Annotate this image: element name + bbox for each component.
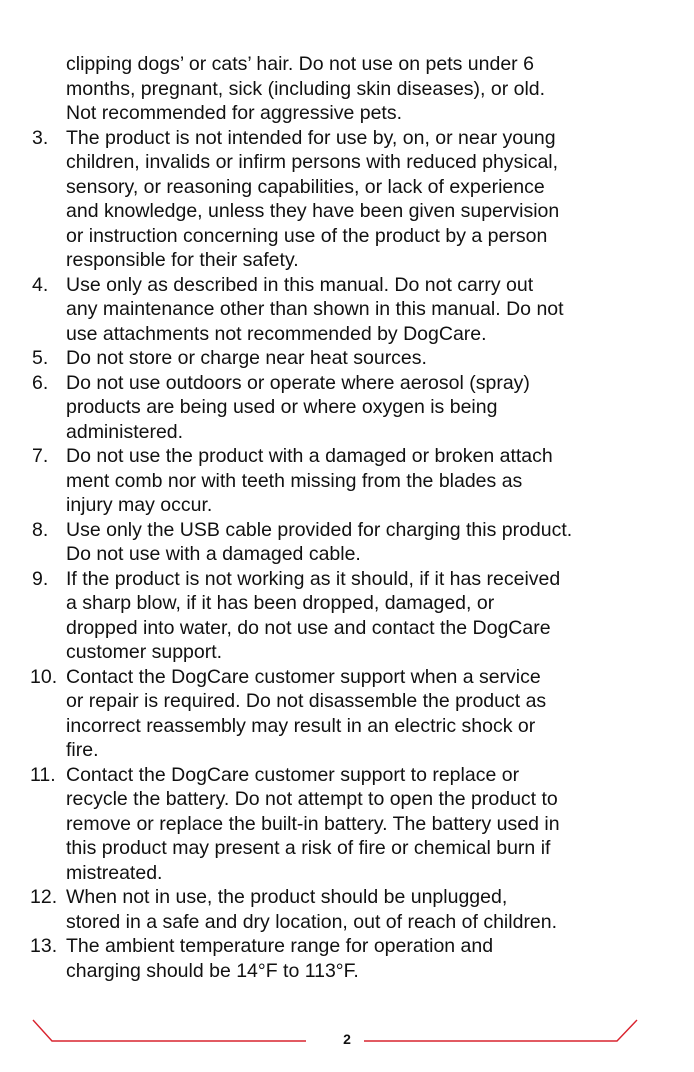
- text-line: or repair is required. Do not disassemble the product as: [66, 690, 547, 712]
- text-line: Do not store or charge near heat sources.: [66, 347, 427, 369]
- text-line: fire.: [66, 739, 99, 761]
- text-line: Contact the DogCare customer support when a service: [66, 665, 541, 688]
- list-item-4: [0, 273, 694, 347]
- item-number: 3.: [32, 126, 49, 149]
- text-line: responsible for their safety.: [66, 249, 299, 271]
- list-item-10: [0, 665, 694, 763]
- text-line: any maintenance other than shown in this manual. Do not: [66, 298, 564, 320]
- text-line: Contact the DogCare customer support to replace or: [66, 763, 520, 786]
- intro-continuation: [0, 52, 694, 126]
- item-number: 8.: [32, 518, 49, 541]
- text-line: The ambient temperature range for operation and: [66, 935, 494, 957]
- text-line: customer support.: [66, 641, 223, 663]
- text-line: recycle the battery. Do not attempt to open the product to: [66, 788, 558, 810]
- item-number: 13.: [30, 935, 58, 957]
- text-line: ment comb nor with teeth missing from the blades as: [66, 469, 523, 492]
- list-item-11: [0, 763, 694, 886]
- text-line: clipping dogs’ or cats’ hair. Do not use on pets under 6: [66, 53, 534, 75]
- text-line: Do not use with a damaged cable.: [66, 543, 361, 565]
- text-line: dropped into water, do not use and contact the DogCare: [66, 616, 551, 639]
- list-item-12: [0, 885, 694, 934]
- text-line: Do not use the product with a damaged or broken attach: [66, 445, 553, 467]
- text-line: this product may present a risk of fire or chemical burn if: [66, 837, 551, 859]
- text-line: If the product is not working as it should, if it has received: [66, 567, 561, 590]
- text-line: children, invalids or infirm persons with reduced physical,: [66, 151, 559, 173]
- text-line: or instruction concerning use of the product by a person: [66, 224, 548, 247]
- text-line: a sharp blow, if it has been dropped, damaged, or: [66, 592, 495, 614]
- list-item-7: [0, 444, 694, 518]
- list-item-6: [0, 371, 694, 445]
- item-number: 9.: [32, 567, 49, 590]
- list-item-3: [0, 126, 694, 273]
- text-line: The product is not intended for use by, on, or near young: [66, 126, 556, 149]
- item-number: 10.: [30, 665, 58, 688]
- list-item-13: [0, 934, 694, 983]
- text-line: Use only as described in this manual. Do not carry out: [66, 273, 534, 296]
- manual-page-content: [0, 52, 694, 983]
- page-number: 2: [343, 1031, 351, 1047]
- item-number: 5.: [32, 347, 49, 369]
- text-line: products are being used or where oxygen is being: [66, 396, 498, 418]
- text-line: sensory, or reasoning capabilities, or lack of experience: [66, 175, 545, 198]
- text-line: stored in a safe and dry location, out of reach of children.: [66, 910, 558, 933]
- text-line: administered.: [66, 420, 184, 443]
- list-item-5: [0, 346, 694, 371]
- text-line: and knowledge, unless they have been given supervision: [66, 200, 560, 222]
- text-line: charging should be 14°F to 113°F.: [66, 959, 359, 982]
- text-line: Use only the USB cable provided for charging this product.: [66, 518, 573, 541]
- text-line: use attachments not recommended by DogCare.: [66, 322, 487, 345]
- text-line: months, pregnant, sick (including skin diseases), or old.: [66, 77, 546, 100]
- item-number: 6.: [32, 371, 49, 394]
- text-line: Not recommended for aggressive pets.: [66, 102, 402, 124]
- text-line: Do not use outdoors or operate where aerosol (spray): [66, 371, 530, 394]
- list-item-8: [0, 518, 694, 567]
- text-line: incorrect reassembly may result in an electric shock or: [66, 714, 536, 737]
- text-line: remove or replace the built-in battery. The battery used in: [66, 812, 560, 835]
- item-number: 12.: [30, 886, 58, 908]
- text-line: When not in use, the product should be unplugged,: [66, 886, 508, 908]
- item-number: 11.: [30, 763, 56, 786]
- text-line: mistreated.: [66, 861, 163, 884]
- text-line: injury may occur.: [66, 494, 213, 516]
- item-number: 4.: [32, 273, 49, 296]
- item-number: 7.: [32, 445, 49, 467]
- list-item-9: [0, 567, 694, 665]
